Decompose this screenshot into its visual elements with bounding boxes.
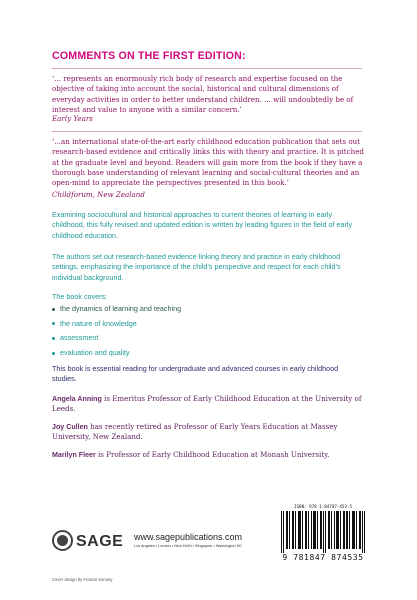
review-quote-2: ‘...an international state-of-the-art early childhood education publication that sets out research-based evidence and critically links this with theory and practice. It is pitched at the graduate level and beyond. Readers will gain more from the book if they have a thorough base understanding of relevant learning and social-cultural theories and an open-mind to appreciate the perspectives presented in this book.’ <box>52 137 364 188</box>
isbn-label: ISBN: 978-1-84787-453-5 <box>294 504 352 509</box>
cover-design-credit: Cover design by Francis Kenney <box>52 577 113 582</box>
barcode-block <box>275 504 371 564</box>
covers-list <box>52 302 352 360</box>
barcode-digits: 9 781847 874535 <box>282 553 364 562</box>
publisher-url: www.sagepublications.com <box>134 532 243 542</box>
list-item: assessment <box>52 331 352 346</box>
author-name: Angela Anning <box>52 395 102 403</box>
heading-divider <box>52 68 362 69</box>
author-bio-text: is Professor of Early Childhood Education at Monash University. <box>95 450 330 459</box>
description-paragraph-1: Examining sociocultural and historical approaches to current theories of learning in early childhood, this fully revised and updated edition is written by leading figures in the field of early childhood education. <box>52 210 353 240</box>
review-quote-1: ‘... represents an enormously rich body of research and expertise focused on the objective of taking into account the social, historical and cultural dimensions of everyday activities in order to better understand children. ... will undoubtedly be of interest and value to anyone with a similar concern.’ <box>52 74 354 114</box>
bullet-icon <box>52 308 55 311</box>
author-name: Joy Cullen <box>52 423 88 431</box>
quote-divider <box>52 131 362 132</box>
review-source-1: Early Years <box>52 114 93 123</box>
publisher-name: SAGE <box>76 533 124 550</box>
author-bio-text: is Emeritus Professor of Early Childhood Education at the University of Leeds. <box>52 394 362 414</box>
bullet-icon <box>52 322 55 325</box>
review-source-2: Childforum, New Zealand <box>52 190 145 199</box>
list-item: the dynamics of learning and teaching <box>52 302 352 317</box>
list-item: the nature of knowledge <box>52 317 352 332</box>
bullet-icon <box>52 337 55 340</box>
comments-heading: COMMENTS ON THE FIRST EDITION: <box>52 50 246 62</box>
author-bio-cullen <box>52 422 370 442</box>
author-bio-anning <box>52 394 370 414</box>
covers-intro: The book covers: <box>52 292 108 301</box>
author-bio-text: has recently retired as Professor of Early Years Education at Massey University, New Zealand. <box>52 422 338 442</box>
publisher-cities: Los Angeles • London • New Delhi • Singapore • Washington DC <box>134 544 243 548</box>
publisher-logo <box>52 529 252 557</box>
author-bio-fleer <box>52 450 370 460</box>
barcode-icon <box>277 511 369 553</box>
author-name: Marilyn Fleer <box>52 451 96 459</box>
list-item: evaluation and quality <box>52 346 352 361</box>
audience-paragraph: This book is essential reading for undergraduate and advanced courses in early childhood studies. <box>52 364 339 384</box>
bullet-icon <box>52 352 55 355</box>
description-paragraph-2: The authors set out research-based evidence linking theory and practice in early childhood settings, emphasizing the importance of the child’s perspective and respect for each child’s individual background. <box>52 252 341 282</box>
sage-logo-icon <box>52 530 73 551</box>
